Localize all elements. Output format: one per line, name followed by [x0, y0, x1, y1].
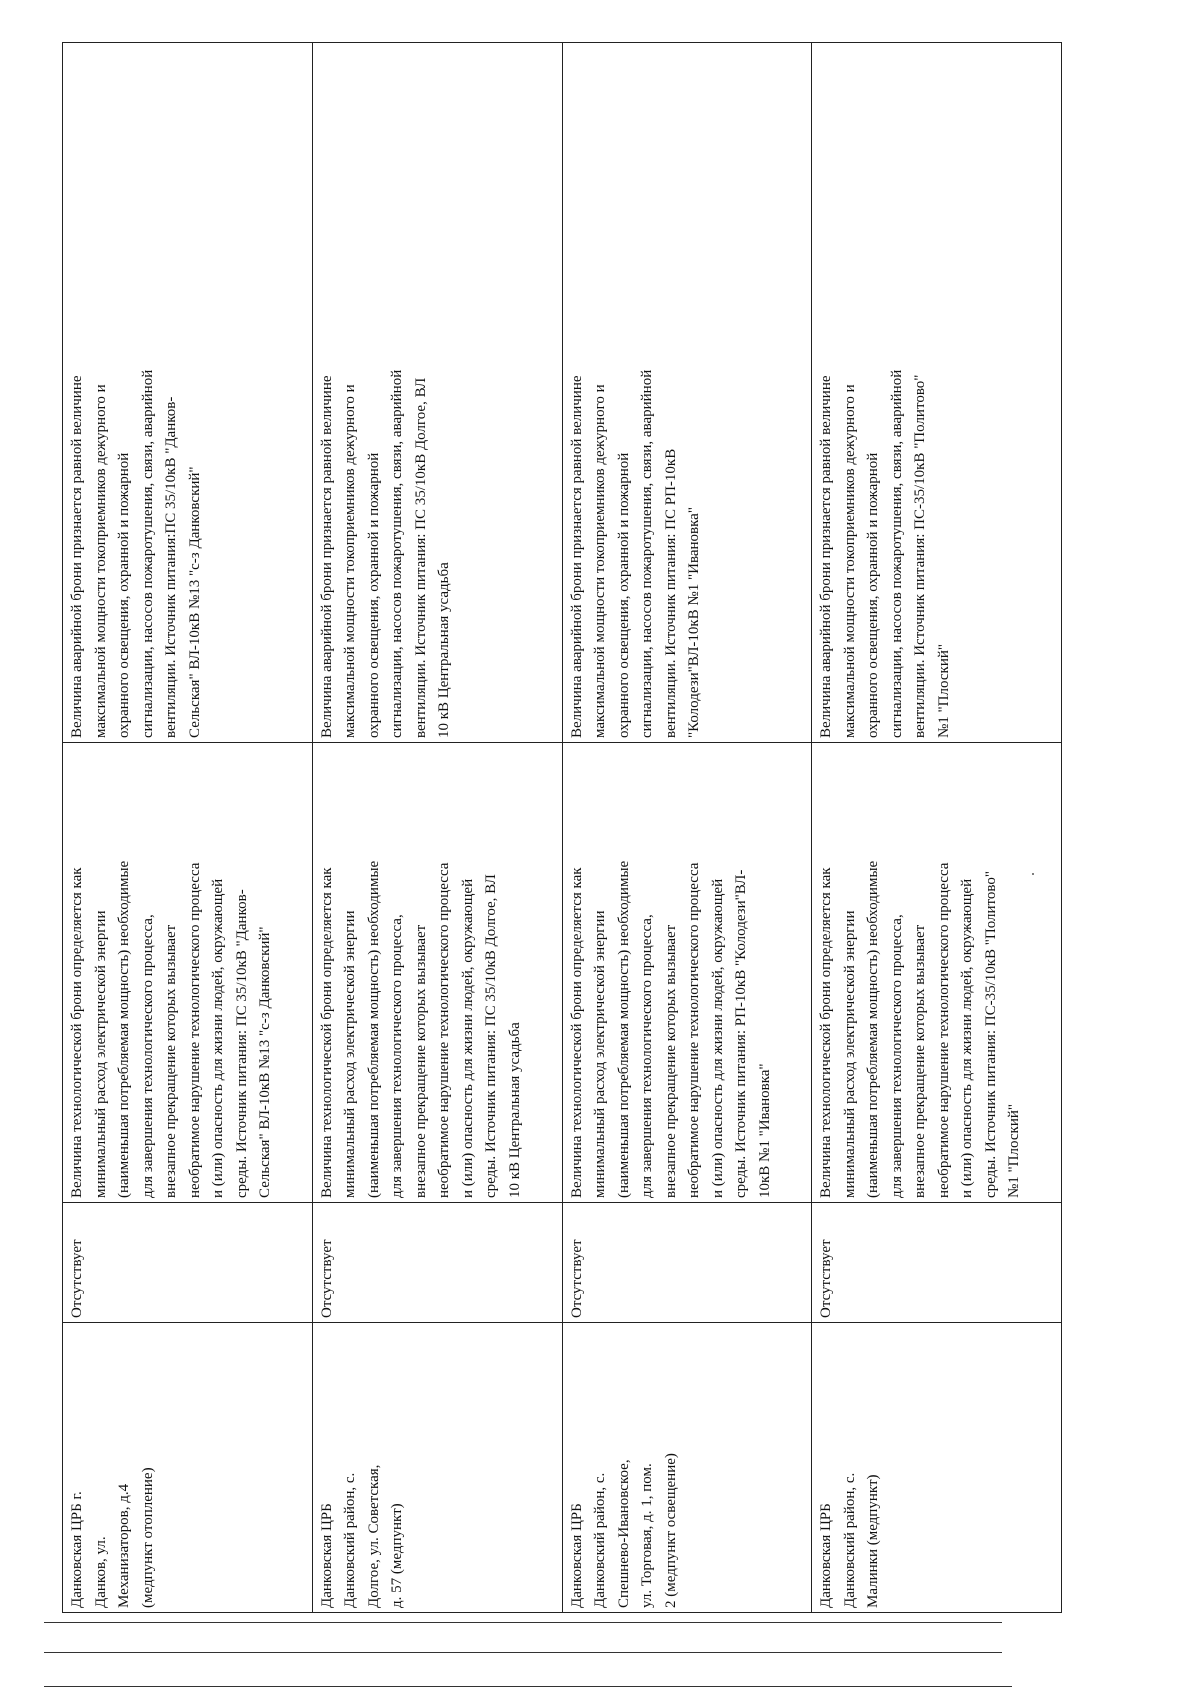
tech-bron-cell: Величина технологической брони определяется как минимальный расход электрической энергии (наименьшая потребляемая мощность) необходимые для завершения технологического процесса, внезапное прекращение которых вызывает необратимое нарушение технологического процесса и (или) опасность для жизни людей, окружающей среды. Источник питания: ПС 35/10кВ Долгое, ВЛ 10 кВ Центральная усадьба	[312, 743, 562, 1203]
footer-rule	[44, 1686, 1012, 1687]
emergency-bron-cell: Величина аварийной брони признается равной величине максимальной мощности токоприемников дежурного и охранного освещения, охранной и пожарной сигнализации, насосов пожаротушения, связи, аварийной вентиляции. Источник питания: ПС РП-10кВ "Колодези"ВЛ-10кВ №1 "Ивановка"	[562, 43, 812, 743]
tech-bron-cell: Величина технологической брони определяется как минимальный расход электрической энергии (наименьшая потребляемая мощность) необходимые для завершения технологического процесса, внезапное прекращение которых вызывает необратимое нарушение технологического процесса и (или) опасность для жизни людей, окружающей среды. Источник питания: ПС 35/10кВ "Данков- Сельская" ВЛ-10кВ №13 "с-з Данковский"	[63, 743, 313, 1203]
power-reservation-table	[62, 42, 1062, 1613]
organization-cell: Данковская ЦРБ Данковский район, с. Спешнево-Ивановское, ул. Торговая, д. 1, пом. 2 (медпункт освещение)	[562, 1323, 812, 1613]
footer-rule	[44, 1622, 1002, 1623]
tech-bron-status-cell: Отсутствует	[562, 1203, 812, 1323]
organization-cell: Данковская ЦРБ Данковский район, с. Долгое, ул. Советская, д. 57 (медпункт)	[312, 1323, 562, 1613]
tech-bron-cell: Величина технологической брони определяется как минимальный расход электрической энергии (наименьшая потребляемая мощность) необходимые для завершения технологического процесса, внезапное прекращение которых вызывает необратимое нарушение технологического процесса и (или) опасность для жизни людей, окружающей среды. Источник питания: ПС-35/10кВ "Политово" №1 "Плоский"	[812, 743, 1062, 1203]
rotated-table-wrapper	[62, 43, 1062, 1613]
emergency-bron-cell: Величина аварийной брони признается равной величине максимальной мощности токоприемников дежурного и охранного освещения, охранной и пожарной сигнализации, насосов пожаротушения, связи, аварийной вентиляции. Источник питания:ПС 35/10кВ "Данков- Сельская" ВЛ-10кВ №13 "с-з Данковский"	[63, 43, 313, 743]
tech-bron-cell: Величина технологической брони определяется как минимальный расход электрической энергии (наименьшая потребляемая мощность) необходимые для завершения технологического процесса, внезапное прекращение которых вызывает необратимое нарушение технологического процесса и (или) опасность для жизни людей, окружающей среды. Источник питания: РП-10кВ "Колодези"ВЛ- 10кВ №1 "Ивановка"	[562, 743, 812, 1203]
table-row	[312, 43, 562, 1613]
organization-cell: Данковская ЦРБ Данковский район, с. Малинки (медпункт)	[812, 1323, 1062, 1613]
tech-bron-status-cell: Отсутствует	[812, 1203, 1062, 1323]
footer-rule	[44, 1652, 1002, 1653]
table-row	[562, 43, 812, 1613]
table-row	[63, 43, 313, 1613]
emergency-bron-cell: Величина аварийной брони признается равной величине максимальной мощности токоприемников дежурного и охранного освещения, охранной и пожарной сигнализации, насосов пожаротушения, связи, аварийной вентиляции. Источник питания: ПС-35/10кВ "Политово" №1 "Плоский"	[812, 43, 1062, 743]
tech-bron-status-cell: Отсутствует	[312, 1203, 562, 1323]
scan-speck	[1032, 873, 1034, 875]
tech-bron-status-cell: Отсутствует	[63, 1203, 313, 1323]
emergency-bron-cell: Величина аварийной брони признается равной величине максимальной мощности токоприемников дежурного и охранного освещения, охранной и пожарной сигнализации, насосов пожаротушения, связи, аварийной вентиляции. Источник питания: ПС 35/10кВ Долгое, ВЛ 10 кВ Центральная усадьба	[312, 43, 562, 743]
organization-cell: Данковская ЦРБ г. Данков, ул. Механизаторов, д.4 (медпункт отопление)	[63, 1323, 313, 1613]
table-row	[812, 43, 1062, 1613]
